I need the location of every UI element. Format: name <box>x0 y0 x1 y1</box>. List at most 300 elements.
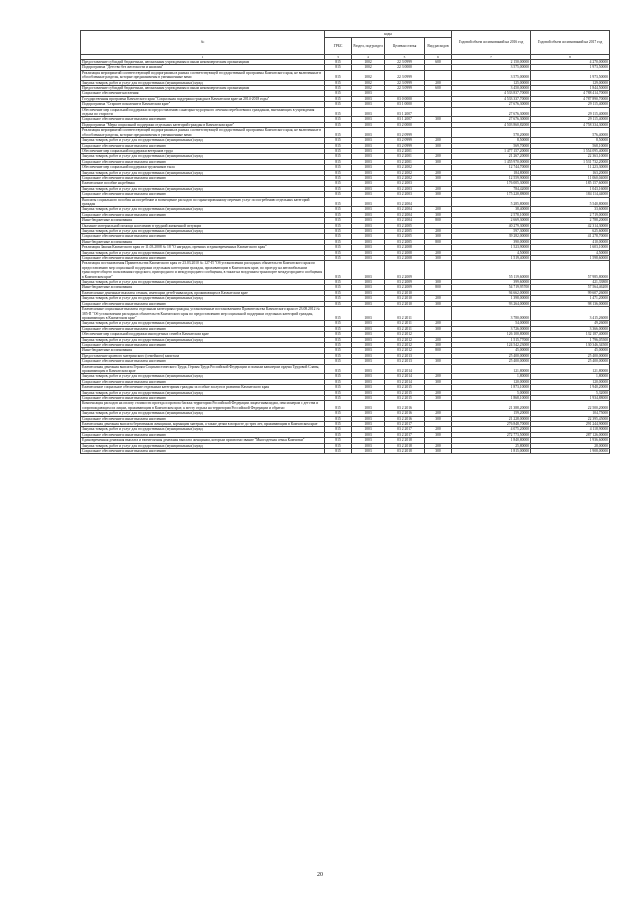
row-amount-2017: 1 598,60000 <box>531 256 610 261</box>
row-grbs: 815 <box>325 422 352 427</box>
header-year-2016: Годовой объем ассигнований на 2016 год <box>452 31 531 55</box>
row-target-article: 03 1 2007 <box>385 107 425 117</box>
row-razdel: 1003 <box>352 117 385 122</box>
row-description: Ежемесячная денежная выплата беременным женщинам, кормящим матерям, а также детям в возрасте до трех лет, проживающим в Камчатском крае <box>81 422 325 427</box>
row-target-article: 03 2 2017 <box>385 432 425 437</box>
row-amount-2017: 121,80000 <box>531 364 610 374</box>
row-amount-2017: 291 244,90000 <box>531 422 610 427</box>
row-amount-2017: 8,50000 <box>531 138 610 143</box>
row-grbs: 815 <box>325 364 352 374</box>
row-razdel: 1003 <box>352 449 385 454</box>
row-amount-2017: 45,00000 <box>531 348 610 353</box>
row-amount-2016: 1 477 157,20000 <box>452 148 531 153</box>
row-expense-type: 300 <box>425 396 452 401</box>
row-amount-2017: 1 934,88000 <box>531 396 610 401</box>
row-amount-2016: 1 398,00000 <box>452 296 531 301</box>
row-description: Закупка товаров, работ и услуг для государственных (муниципальных) нужд <box>81 207 325 212</box>
row-razdel: 1003 <box>352 143 385 148</box>
row-grbs: 815 <box>325 321 352 326</box>
row-amount-2016: 27 676,30000 <box>452 117 531 122</box>
page-number: 20 <box>317 872 323 878</box>
column-number: 3 <box>325 55 352 60</box>
row-amount-2016: 125,00000 <box>452 80 531 85</box>
row-amount-2016: 5 285,80000 <box>452 197 531 207</box>
row-target-article: 03 2 0999 <box>385 143 425 148</box>
row-amount-2016: 272 773,50000 <box>452 432 531 437</box>
row-expense-type: 800 <box>425 348 452 353</box>
row-amount-2017: 568,10000 <box>531 143 610 148</box>
row-description: Социальное обеспечение и иные выплаты населению <box>81 449 325 454</box>
row-amount-2016: 175 220,88000 <box>452 192 531 197</box>
row-grbs: 815 <box>325 91 352 96</box>
row-amount-2016: 3 575,00000 <box>452 70 531 80</box>
row-description: Закупка товаров, работ и услуг для государственных (муниципальных) нужд <box>81 321 325 326</box>
row-amount-2016: 121,80000 <box>452 364 531 374</box>
row-description: Иные бюджетные ассигнования <box>81 285 325 290</box>
table-row <box>81 107 610 117</box>
row-razdel: 1003 <box>352 102 385 107</box>
row-amount-2017: 57 985,80000 <box>531 261 610 280</box>
row-grbs: 815 <box>325 374 352 379</box>
row-grbs: 815 <box>325 385 352 390</box>
row-grbs: 815 <box>325 301 352 306</box>
row-target-article: 22 3 0999 <box>385 80 425 85</box>
row-amount-2016: 54,00000 <box>452 321 531 326</box>
row-razdel: 1003 <box>352 290 385 295</box>
row-expense-type: 300 <box>425 143 452 148</box>
row-razdel: 1003 <box>352 443 385 448</box>
row-amount-2017: 1 531 732,20000 <box>531 159 610 164</box>
row-target-article: 03 2 2008 <box>385 245 425 250</box>
row-razdel: 1003 <box>352 285 385 290</box>
row-amount-2017: 41 278,70000 <box>531 234 610 239</box>
row-description: Реализация постановления Правительства Камчатского края от 23.03.2010 № 127-П "Об установлении расходных обязательств Камчатского края по предоставлению мер социальной поддержки отдельным категориям граждан, проживающим в Камчатском крае, по проезду на автомобильном транспорте общего пользования городского, пригородного и междугороднего сообщения, в также на воздушном транспорте междугороднего сообщения в Камчатском крае" <box>81 261 325 280</box>
row-expense-type: 300 <box>425 449 452 454</box>
row-amount-2017: 120,00000 <box>531 379 610 384</box>
row-target-article: 22 3 0000 <box>385 65 425 70</box>
row-razdel: 1003 <box>352 307 385 321</box>
row-amount-2016: 276 848,70000 <box>452 422 531 427</box>
row-razdel: 1003 <box>352 239 385 244</box>
row-amount-2017: 98 136,00000 <box>531 301 610 306</box>
row-target-article: 03 2 2016 <box>385 411 425 416</box>
row-target-article: 03 2 0999 <box>385 128 425 138</box>
row-description: Иные бюджетные ассигнования <box>81 348 325 353</box>
row-amount-2017: 184 114,44000 <box>531 192 610 197</box>
column-number: 1 <box>81 55 325 60</box>
row-amount-2016: 124 542,23000 <box>452 342 531 347</box>
table-row <box>81 364 610 374</box>
row-description: Закупка товаров, работ и услуг для государственных (муниципальных) нужд <box>81 280 325 285</box>
row-target-article: 03 2 2018 <box>385 443 425 448</box>
row-amount-2016: 27 676,30000 <box>452 102 531 107</box>
row-amount-2016: 3 575,00000 <box>452 65 531 70</box>
table-row <box>81 307 610 321</box>
row-grbs: 815 <box>325 165 352 170</box>
budget-table <box>80 30 610 454</box>
row-grbs: 815 <box>325 175 352 180</box>
row-amount-2017: 130 346,34500 <box>531 342 610 347</box>
row-description: Социальное обеспечение и иные выплаты населению <box>81 117 325 122</box>
row-grbs: 815 <box>325 128 352 138</box>
row-description: Закупка товаров, работ и услуг для государственных (муниципальных) нужд <box>81 427 325 432</box>
budget-table-container <box>80 30 609 454</box>
row-amount-2016: 176 005,30000 <box>452 181 531 186</box>
row-description: Закупка товаров, работ и услуг для государственных (муниципальных) нужд <box>81 296 325 301</box>
row-razdel: 1003 <box>352 122 385 127</box>
row-razdel: 1003 <box>352 186 385 191</box>
row-amount-2016: 399,60000 <box>452 280 531 285</box>
row-amount-2016: 25 400,00000 <box>452 359 531 364</box>
row-grbs: 815 <box>325 138 352 143</box>
row-grbs: 815 <box>325 70 352 80</box>
row-expense-type: 200 <box>425 427 452 432</box>
row-amount-2017: 42 314,30000 <box>531 223 610 228</box>
row-amount-2016: 569,70000 <box>452 143 531 148</box>
row-razdel: 1002 <box>352 70 385 80</box>
row-grbs: 815 <box>325 256 352 261</box>
row-razdel: 1003 <box>352 107 385 117</box>
row-razdel: 1003 <box>352 353 385 358</box>
row-amount-2017: 4 118,90000 <box>531 427 610 432</box>
row-description: Предоставление субсидий бюджетным, автономным учреждениям и иным некоммерческим организациям <box>81 60 325 65</box>
row-expense-type: 300 <box>425 256 452 261</box>
row-amount-2017: 4,50000 <box>531 250 610 255</box>
row-description: Социальное обеспечение и иные выплаты населению <box>81 159 325 164</box>
row-amount-2016: 1 840,80000 <box>452 438 531 443</box>
row-amount-2017: 410,00000 <box>531 239 610 244</box>
row-description: Оказание материальной помощи населению в трудной жизненной ситуации <box>81 223 325 228</box>
header-number: № <box>81 31 325 55</box>
row-razdel: 1003 <box>352 416 385 421</box>
row-description: Закупка товаров, работ и услуг для государственных (муниципальных) нужд <box>81 250 325 255</box>
row-description: Предоставление субсидий бюджетным, автономным учреждениям и иным некоммерческим организациям <box>81 86 325 91</box>
row-expense-type <box>425 307 452 321</box>
row-description: Закупка товаров, работ и услуг для государственных (муниципальных) нужд <box>81 80 325 85</box>
row-target-article: 03 2 2009 <box>385 261 425 280</box>
row-description: Социальное обеспечение и иные выплаты населению <box>81 416 325 421</box>
row-target-article: 03 2 2013 <box>385 359 425 364</box>
row-razdel: 1003 <box>352 234 385 239</box>
row-amount-2016: 1 455 970,00000 <box>452 159 531 164</box>
row-target-article: 03 2 0999 <box>385 138 425 143</box>
row-description: Социальное обеспечение и иные выплаты населению <box>81 359 325 364</box>
row-razdel: 1003 <box>352 280 385 285</box>
row-expense-type: 200 <box>425 321 452 326</box>
row-expense-type <box>425 70 452 80</box>
row-target-article: 03 2 2003 <box>385 192 425 197</box>
row-razdel: 1003 <box>352 438 385 443</box>
row-grbs: 815 <box>325 65 352 70</box>
row-target-article: 03 2 2015 <box>385 396 425 401</box>
row-amount-2016: 27 676,30000 <box>452 107 531 117</box>
row-target-article: 03 2 2001 <box>385 154 425 159</box>
row-grbs: 815 <box>325 207 352 212</box>
row-razdel: 1003 <box>352 181 385 186</box>
row-amount-2017: 1 844,50000 <box>531 86 610 91</box>
row-amount-2016: 4 533 837,70000 <box>452 91 531 96</box>
row-description: Социальное обеспечение и иные выплаты населению <box>81 256 325 261</box>
row-expense-type: 200 <box>425 80 452 85</box>
row-target-article: 03 2 2004 <box>385 207 425 212</box>
row-grbs: 815 <box>325 332 352 337</box>
row-target-article: 03 2 0000 <box>385 122 425 127</box>
row-grbs: 815 <box>325 148 352 153</box>
row-amount-2016: 578,20000 <box>452 128 531 138</box>
row-target-article: 03 2 2015 <box>385 385 425 390</box>
row-target-article: 03 2 2015 <box>385 390 425 395</box>
row-amount-2017: 57 564,46200 <box>531 285 610 290</box>
row-description: Социальное обеспечение и иные выплаты населению <box>81 234 325 239</box>
row-razdel: 1003 <box>352 223 385 228</box>
row-amount-2016: 120,00000 <box>452 379 531 384</box>
row-target-article: 03 2 2013 <box>385 353 425 358</box>
row-description: Социальное обеспечение и иные выплаты населению <box>81 396 325 401</box>
row-grbs: 815 <box>325 154 352 159</box>
row-amount-2017: 11 060,04000 <box>531 175 610 180</box>
row-description: Социальное обеспечение и иные выплаты населению <box>81 212 325 217</box>
row-description: Социальное обеспечение и иные выплаты населению <box>81 342 325 347</box>
row-expense-type: 300 <box>425 212 452 217</box>
row-amount-2016: 2 150,00000 <box>452 60 531 65</box>
row-description: Закупка товаров, работ и услуг для государственных (муниципальных) нужд <box>81 186 325 191</box>
row-grbs: 815 <box>325 280 352 285</box>
row-razdel: 1002 <box>352 65 385 70</box>
row-grbs: 815 <box>325 416 352 421</box>
row-target-article: 03 2 2002 <box>385 170 425 175</box>
row-description: Закупка товаров, работ и услуг для государственных (муниципальных) нужд <box>81 229 325 234</box>
row-target-article: 03 2 2014 <box>385 379 425 384</box>
column-number: 5 <box>385 55 425 60</box>
row-razdel: 1003 <box>352 256 385 261</box>
row-amount-2017: 1 603,10000 <box>531 245 610 250</box>
row-amount-2017: 29 115,40000 <box>531 117 610 122</box>
column-number: 7 <box>452 55 531 60</box>
row-grbs: 815 <box>325 197 352 207</box>
row-target-article: 03 2 2008 <box>385 256 425 261</box>
row-razdel: 1003 <box>352 321 385 326</box>
row-razdel: 1003 <box>352 359 385 364</box>
column-number: 6 <box>425 55 452 60</box>
row-razdel: 1003 <box>352 301 385 306</box>
row-razdel: 1003 <box>352 154 385 159</box>
row-grbs: 815 <box>325 401 352 411</box>
row-razdel: 1003 <box>352 218 385 223</box>
row-amount-2017: 3 415,26000 <box>531 307 610 321</box>
row-target-article: 03 2 2016 <box>385 416 425 421</box>
row-expense-type: 200 <box>425 229 452 234</box>
row-razdel: 1003 <box>352 128 385 138</box>
row-razdel: 1003 <box>352 411 385 416</box>
row-target-article: 03 1 0000 <box>385 102 425 107</box>
row-expense-type: 300 <box>425 192 452 197</box>
row-amount-2016: 4 533 337,70000 <box>452 96 531 101</box>
row-grbs: 815 <box>325 290 352 295</box>
header-codes: коды <box>325 31 452 38</box>
row-expense-type: 300 <box>425 117 452 122</box>
row-razdel: 1003 <box>352 212 385 217</box>
row-amount-2016: 94 662,00000 <box>452 290 531 295</box>
row-grbs: 815 <box>325 307 352 321</box>
row-razdel: 1003 <box>352 138 385 143</box>
row-razdel: 1003 <box>352 229 385 234</box>
row-description: Закупка товаров, работ и услуг для государственных (муниципальных) нужд <box>81 337 325 342</box>
row-razdel: 1003 <box>352 175 385 180</box>
row-amount-2016: 3 780,00000 <box>452 307 531 321</box>
row-amount-2017: 421,33800 <box>531 280 610 285</box>
row-expense-type: 200 <box>425 154 452 159</box>
row-amount-2016: 159,20000 <box>452 411 531 416</box>
row-amount-2017: 29 115,40000 <box>531 107 610 117</box>
row-amount-2016: 5,00000 <box>452 390 531 395</box>
row-description: Закупка товаров, работ и услуг для государственных (муниципальных) нужд <box>81 374 325 379</box>
row-target-article: 03 2 2018 <box>385 449 425 454</box>
row-target-article: 03 2 2012 <box>385 348 425 353</box>
row-target-article: 03 2 2009 <box>385 280 425 285</box>
row-target-article: 03 2 2012 <box>385 332 425 337</box>
row-target-article: 03 2 2010 <box>385 301 425 306</box>
row-expense-type: 300 <box>425 159 452 164</box>
table-row <box>81 128 610 138</box>
table-body <box>81 55 610 454</box>
row-expense-type: 200 <box>425 390 452 395</box>
column-number: 8 <box>531 55 610 60</box>
row-amount-2016: 3 726,00000 <box>452 326 531 331</box>
row-description: Подпрограмма "Детство без жестокости и насилия" <box>81 65 325 70</box>
row-description: Ежемесячные денежные выплаты семьям, имеющим детей-инвалидов, проживающим в Камчатском крае <box>81 290 325 295</box>
row-amount-2017: 28,00000 <box>531 443 610 448</box>
row-description: Социальное обеспечение и иные выплаты населению <box>81 192 325 197</box>
row-amount-2016: 25 400,00000 <box>452 353 531 358</box>
row-razdel: 1003 <box>352 91 385 96</box>
row-expense-type: 800 <box>425 239 452 244</box>
row-amount-2016: 12 559,90000 <box>452 175 531 180</box>
row-description: Ежемесячные социальные выплаты отдельным категориям граждан, установленные постановлением Правительства Камчатского края от 23.08.2012 № 385-П "Об установлении расходных обязательств Камчатского края по предоставлению мер социальной поддержки отдельных категорий граждан, проживающих в Камчатском крае" <box>81 307 325 321</box>
row-description: Подпрограмма "Меры социальной поддержки отдельных категорий граждан в Камчатском крае" <box>81 122 325 127</box>
row-expense-type: 800 <box>425 285 452 290</box>
row-amount-2017: 132 187,40000 <box>531 332 610 337</box>
row-amount-2017: 5,32000 <box>531 390 610 395</box>
column-number: 4 <box>352 55 385 60</box>
row-description: Иные бюджетные ассигнования <box>81 239 325 244</box>
row-expense-type: 200 <box>425 170 452 175</box>
row-target-article: 03 2 2010 <box>385 296 425 301</box>
row-amount-2016: 1,80000 <box>452 374 531 379</box>
row-grbs: 815 <box>325 186 352 191</box>
row-razdel: 1003 <box>352 422 385 427</box>
row-razdel: 1003 <box>352 326 385 331</box>
row-grbs: 815 <box>325 337 352 342</box>
row-amount-2016: 4 503 860,82000 <box>452 122 531 127</box>
row-amount-2016: 21 228,00000 <box>452 416 531 421</box>
row-description: Закупка товаров, работ и услуг для государственных (муниципальных) нужд <box>81 411 325 416</box>
row-target-article: 03 0 0000 <box>385 96 425 101</box>
row-target-article: 03 2 2014 <box>385 374 425 379</box>
row-amount-2016: 2 669,30000 <box>452 218 531 223</box>
row-amount-2017: 22 363,10000 <box>531 154 610 159</box>
row-expense-type: 200 <box>425 250 452 255</box>
row-expense-type: 300 <box>425 416 452 421</box>
row-razdel: 1003 <box>352 96 385 101</box>
row-amount-2017: 625,60000 <box>531 229 610 234</box>
row-expense-type: 200 <box>425 296 452 301</box>
row-target-article: 03 2 2001 <box>385 148 425 153</box>
row-grbs: 815 <box>325 411 352 416</box>
row-amount-2017: 1 973,50000 <box>531 70 610 80</box>
row-amount-2016: 40 279,30000 <box>452 223 531 228</box>
row-grbs: 815 <box>325 245 352 250</box>
row-description: Выплаты социального пособия на погребение и возмещение расходов по гарантированному перечню услуг по погребению отдельных категорий граждан <box>81 197 325 207</box>
row-grbs: 815 <box>325 261 352 280</box>
row-amount-2016: 25,80000 <box>452 443 531 448</box>
row-amount-2016: 45,00000 <box>452 348 531 353</box>
row-amount-2016: 1 523,90000 <box>452 245 531 250</box>
row-target-article: 03 2 2012 <box>385 342 425 347</box>
row-amount-2016: 4 075,20000 <box>452 427 531 432</box>
row-grbs: 815 <box>325 432 352 437</box>
row-description: Единовременная денежная выплата и ежемесячная денежная выплата женщинам, которым присвоено звание "Многодетная семья Камчатки" <box>81 438 325 443</box>
row-description: Социальное обеспечение и иные выплаты населению <box>81 379 325 384</box>
row-razdel: 1003 <box>352 159 385 164</box>
row-grbs: 815 <box>325 449 352 454</box>
row-amount-2017: 25 400,00000 <box>531 353 610 358</box>
row-grbs: 815 <box>325 117 352 122</box>
row-amount-2017: 1 796,05500 <box>531 337 610 342</box>
row-razdel: 1003 <box>352 364 385 374</box>
row-razdel: 1003 <box>352 170 385 175</box>
row-amount-2016: 597,30000 <box>452 229 531 234</box>
row-amount-2017: 1 936,60000 <box>531 438 610 443</box>
row-expense-type: 800 <box>425 218 452 223</box>
row-description: Обеспечение мер социальной поддержки тружеников тыла <box>81 165 325 170</box>
row-amount-2017: 163,20000 <box>531 170 610 175</box>
table-row <box>81 70 610 80</box>
row-razdel: 1003 <box>352 374 385 379</box>
row-expense-type: 300 <box>425 379 452 384</box>
row-amount-2016: 1 815,00000 <box>452 449 531 454</box>
row-razdel: 1003 <box>352 296 385 301</box>
row-description: Закупка товаров, работ и услуг для государственных (муниципальных) нужд <box>81 170 325 175</box>
row-description: Обеспечение мер социальной поддержки многодетных семей в Камчатском крае <box>81 332 325 337</box>
row-target-article: 03 2 2017 <box>385 427 425 432</box>
row-grbs: 815 <box>325 102 352 107</box>
row-amount-2016: 390,00000 <box>452 239 531 244</box>
row-description: Предоставление краевого материнского (семейного) капитала <box>81 353 325 358</box>
row-grbs: 815 <box>325 218 352 223</box>
row-target-article: 22 3 0999 <box>385 60 425 65</box>
row-razdel: 1003 <box>352 245 385 250</box>
row-amount-2016: 21 267,20000 <box>452 154 531 159</box>
row-grbs: 815 <box>325 396 352 401</box>
row-amount-2017: 2 788,20000 <box>531 218 610 223</box>
row-amount-2017: 4 787 890,70000 <box>531 96 610 101</box>
row-amount-2017: 129,00000 <box>531 80 610 85</box>
row-target-article: 03 2 2004 <box>385 212 425 217</box>
row-amount-2016: 93 264,00000 <box>452 301 531 306</box>
row-target-article: 03 2 2009 <box>385 285 425 290</box>
table-row <box>81 197 610 207</box>
row-grbs: 815 <box>325 96 352 101</box>
row-target-article: 03 2 2011 <box>385 307 425 321</box>
row-target-article: 03 2 2008 <box>385 250 425 255</box>
row-amount-2017: 33,60000 <box>531 207 610 212</box>
row-razdel: 1002 <box>352 60 385 65</box>
row-grbs: 815 <box>325 181 352 186</box>
row-amount-2017: 1 471,20000 <box>531 296 610 301</box>
row-target-article: 03 2 2017 <box>385 422 425 427</box>
row-expense-type <box>425 261 452 280</box>
row-description: Закупка товаров, работ и услуг для государственных (муниципальных) нужд <box>81 390 325 395</box>
